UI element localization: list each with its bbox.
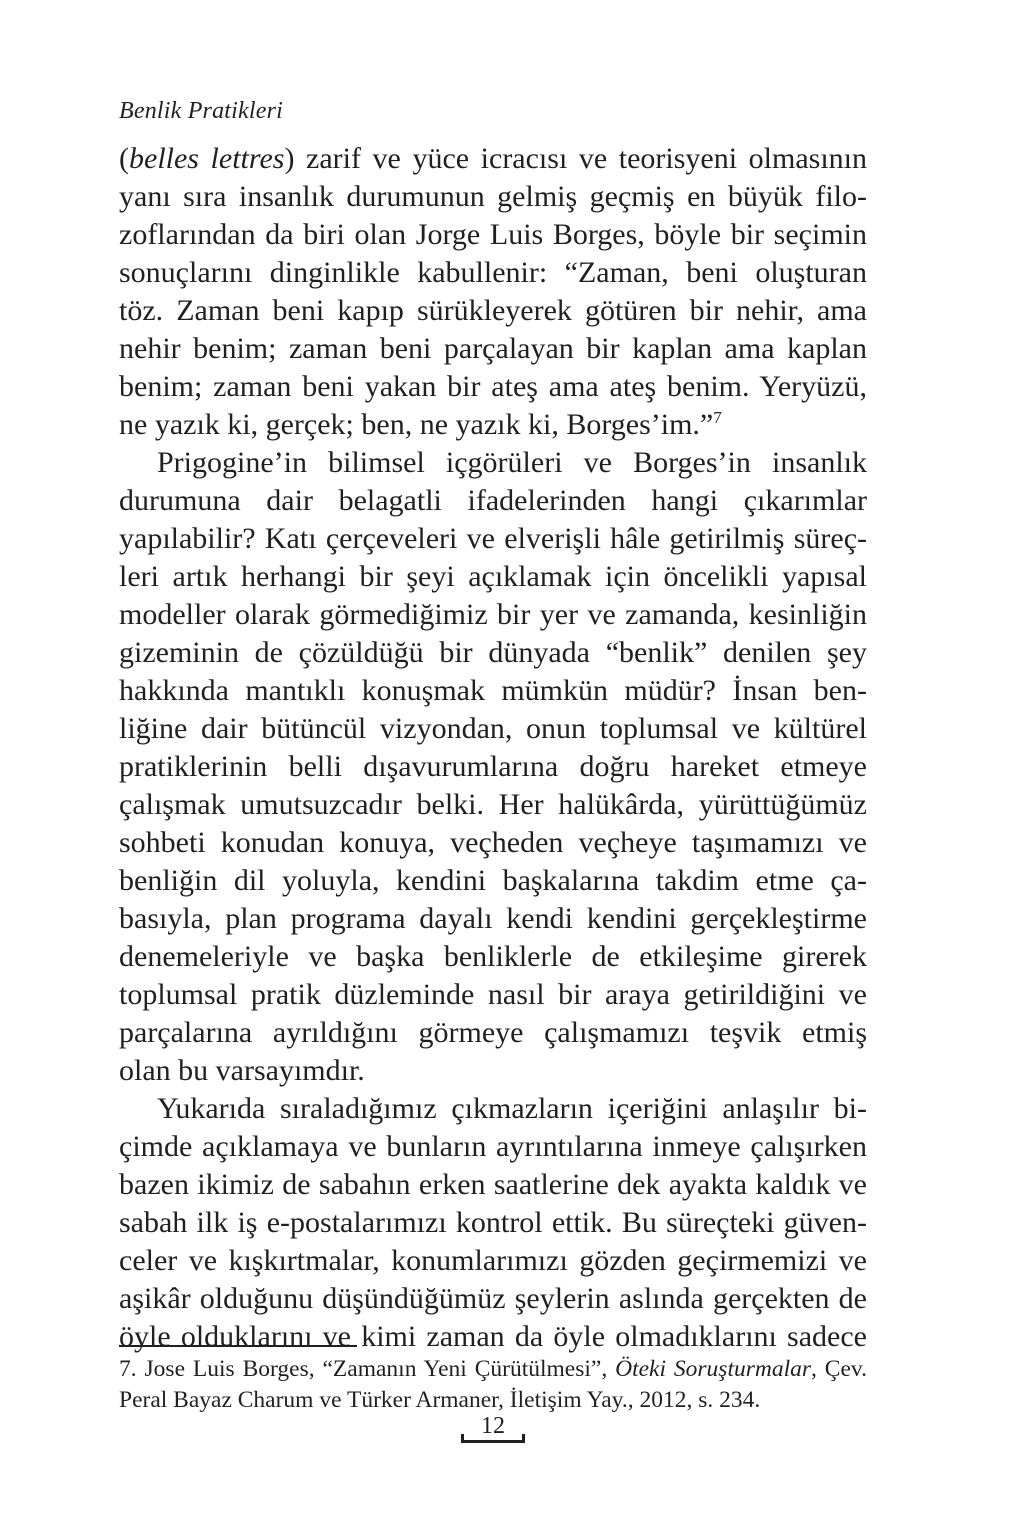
text-line: modeller olarak görmediğimiz bir yer ve zamanda, kesinliğin [119, 598, 867, 631]
text-line: benliğin dil yoluyla, kendini başkalarına takdim etme ça- [119, 864, 867, 897]
footnote-book-title: Öteki Soruşturmalar [615, 1356, 812, 1382]
footnote-line: Peral Bayaz Charum ve Türker Armaner, İletişim Yay., 2012, s. 234. [119, 1387, 761, 1413]
page-number-bracket-left [461, 1434, 464, 1443]
text-line: (belles lettres) zarif ve yüce icracısı ve teorisyeni olmasının [119, 142, 867, 175]
text-line: benim; zaman beni yakan bir ateş ama ateş benim. Yeryüzü, [119, 370, 867, 403]
page-number-block [459, 1414, 527, 1444]
footnote-marker: 7 [713, 408, 722, 427]
text-line: nehir benim; zaman beni parçalayan bir kaplan ama kaplan [119, 332, 867, 365]
text-line: ne yazık ki, gerçek; ben, ne yazık ki, Borges’im.”$^7$ [119, 408, 722, 441]
text-line: zoflarından da biri olan Jorge Luis Borges, böyle bir seçimin [119, 218, 867, 251]
page-number-bracket-right [522, 1434, 525, 1443]
text-line: sonuçlarını dinginlikle kabullenir: “Zaman, beni oluşturan [119, 256, 867, 289]
text-line: pratiklerinin belli dışavurumlarına doğru hareket etmeye [119, 750, 867, 783]
text-line: liğine dair bütüncül vizyondan, onun toplumsal ve kültürel [119, 712, 867, 745]
text-line: töz. Zaman beni kapıp sürükleyerek götüren bir nehir, ama [119, 294, 867, 327]
text-line: gizeminin de çözüldüğü bir dünyada “benlik” denilen şey [119, 636, 867, 669]
italic-phrase: belles lettres [129, 142, 285, 175]
text-line: yapılabilir? Katı çerçeveleri ve elverişli hâle getirilmiş süreç- [119, 522, 867, 555]
body-text [119, 140, 867, 1356]
text-line: basıyla, plan programa dayalı kendi kendini gerçekleştirme [119, 902, 867, 935]
text-line: aşikâr olduğunu düşündüğümüz şeylerin aslında gerçekten de [119, 1282, 867, 1315]
page-number: 12 [481, 1413, 505, 1439]
text-line: hakkında mantıklı konuşmak mümkün müdür? İnsan ben- [119, 674, 867, 707]
text-line: çimde açıklamaya ve bunların ayrıntılarına inmeye çalışırken [119, 1130, 867, 1163]
text-line: öyle olduklarını ve kimi zaman da öyle olmadıklarını sadece [119, 1320, 867, 1353]
text-line: çalışmak umutsuzcadır belki. Her halükârda, yürüttüğümüz [119, 788, 867, 821]
running-head: Benlik Pratikleri [119, 98, 284, 124]
text-line: leri artık herhangi bir şeyi açıklamak için öncelikli yapısal [119, 560, 867, 593]
text-line: durumuna dair belagatli ifadelerinden hangi çıkarımlar [119, 484, 867, 517]
footnote-line: 7. Jose Luis Borges, “Zamanın Yeni Çürütülmesi”, Öteki Soruşturmalar, Çev. [119, 1356, 867, 1382]
text-line: sabah ilk iş e-postalarımızı kontrol ettik. Bu süreçteki güven- [119, 1206, 867, 1239]
text-line: bazen ikimiz de sabahın erken saatlerine dek ayakta kaldık ve [119, 1168, 867, 1201]
text-line: celer ve kışkırtmalar, konumlarımızı gözden geçirmemizi ve [119, 1244, 867, 1277]
paragraph-first-line: Prigogine’in bilimsel içgörüleri ve Borges’in insanlık [157, 446, 867, 479]
text-line: yanı sıra insanlık durumunun gelmiş geçmiş en büyük filo- [119, 180, 867, 213]
text-line: sohbeti konudan konuya, veçheden veçheye taşımamızı ve [119, 826, 867, 859]
paragraph-first-line: Yukarıda sıraladığımız çıkmazların içeriğini anlaşılır bi- [157, 1092, 867, 1125]
text-line: olan bu varsayımdır. [119, 1054, 365, 1087]
text-line: denemeleriyle ve başka benliklerle de etkileşime girerek [119, 940, 867, 973]
footnote-separator [119, 1345, 357, 1347]
text-line: parçalarına ayrıldığını görmeye çalışmamızı teşvik etmiş [119, 1016, 867, 1049]
page-number-underline [461, 1440, 525, 1443]
text-line: toplumsal pratik düzleminde nasıl bir araya getirildiğini ve [119, 978, 867, 1011]
footnote [119, 1354, 867, 1416]
